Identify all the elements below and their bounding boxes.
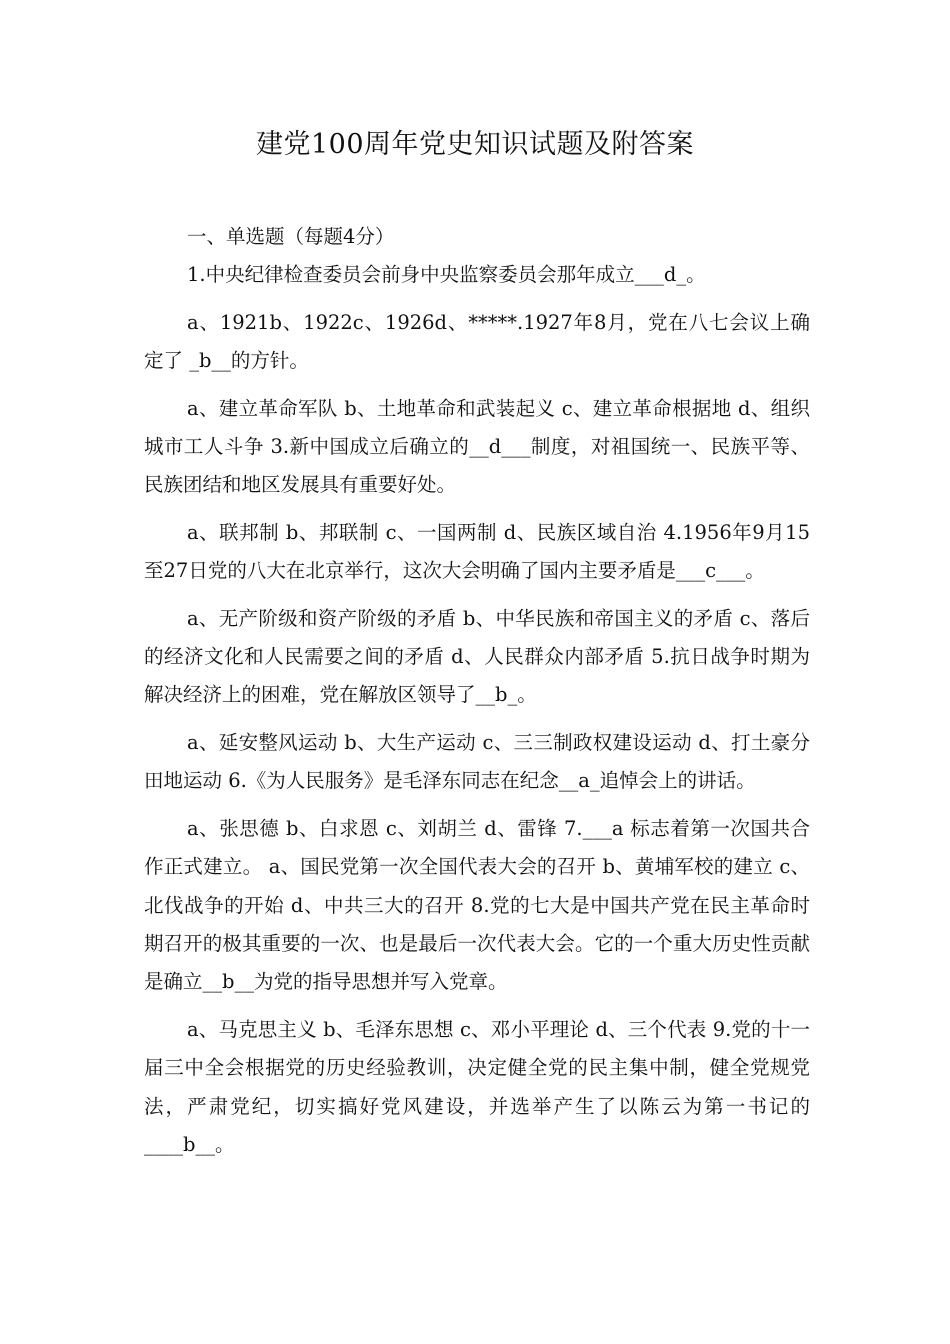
section-heading: 一、单选题（每题4分） xyxy=(187,225,395,248)
paragraph-3: a、建立革命军队 b、土地革命和武装起义 c、建立革命根据地 d、组织城市工人斗争 3.新中国成立后确立的__d___制度，对祖国统一、民族平等、民族团结和地区发展具有重要好处。 xyxy=(144,396,810,497)
paragraph-6: a、延安整风运动 b、大生产运动 c、三三制政权建设运动 d、打土豪分田地运动 6.《为人民服务》是毛泽东同志在纪念__a_追悼会上的讲话。 xyxy=(144,730,810,793)
paragraph-1: 1.中央纪律检查委员会前身中央监察委员会那年成立___d_。 xyxy=(187,263,706,287)
paragraph-2: a、1921b、1922c、1926d、*****.1927年8月，党在八七会议上确定了 _b__的方针。 xyxy=(144,310,810,373)
paragraph-7: a、张思德 b、白求恩 c、刘胡兰 d、雷锋 7.___a 标志着第一次国共合作正式建立。 a、国民党第一次全国代表大会的召开 b、黄埔军校的建立 c、北伐战争的开始 d、中共三大的召开 8.党的七大是中国共产党在民主革命时期召开的极其重要的一次、也是最后一次代表大会。它的一个重大历史性贡献是确立__b__为党的指导思想并写入党章。 xyxy=(144,816,810,994)
paragraph-8: a、马克思主义 b、毛泽东思想 c、邓小平理论 d、三个代表 9.党的十一届三中全会根据党的历史经验教训，决定健全党的民主集中制，健全党规党法，严肃党纪，切实搞好党风建设，并选举产生了以陈云为第一书记的____b__。 xyxy=(144,1017,810,1156)
paragraph-4: a、联邦制 b、邦联制 c、一国两制 d、民族区域自治 4.1956年9月15至27日党的八大在北京举行，这次大会明确了国内主要矛盾是___c___。 xyxy=(144,520,810,583)
document-body xyxy=(144,218,810,1164)
document-title: 建党100周年党史知识试题及附答案 xyxy=(255,129,695,160)
paragraph-5: a、无产阶级和资产阶级的矛盾 b、中华民族和帝国主义的矛盾 c、落后的经济文化和人民需要之间的矛盾 d、人民群众内部矛盾 5.抗日战争时期为解决经济上的困难，党在解放区领导了__b_。 xyxy=(144,606,810,707)
